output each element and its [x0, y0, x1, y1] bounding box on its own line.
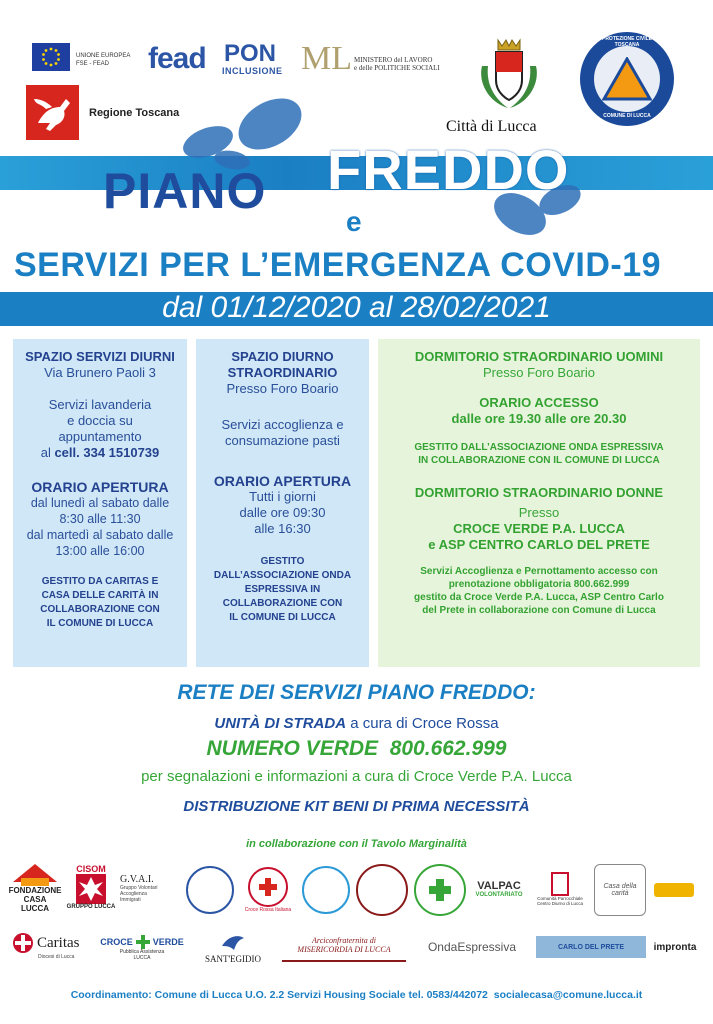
col3-women-title: DORMITORIO STRAORDINARIO DONNE [414, 485, 664, 500]
col2-title: SPAZIO DIURNO STRAORDINARIO [227, 349, 338, 380]
col1-title: SPAZIO SERVIZI DIURNI [25, 349, 175, 364]
casa-carita-logo [594, 864, 646, 916]
cisom-logo [64, 856, 118, 918]
santegidio-logo [196, 926, 270, 970]
col3-women-info: Servizi Accoglienza e Pernottamento accesso con prenotazione obbligatoria 800.662.999 gestito da Croce Verde P.A. Lucca, ASP Centro Carlo del Prete in collaborazione con Comune di Lucca [414, 566, 664, 616]
footer-coordination: Coordinamento: Comune di Lucca U.O. 2.2 Servizi Housing Sociale tel. 0583/442072 socialecasa@comune.lucca.it [70, 989, 643, 1001]
reports-line: per segnalazioni e informazioni a cura di Croce Verde P.A. Lucca [141, 768, 572, 785]
fondazione-label: FONDAZIONE CASA LUCCA [8, 885, 62, 913]
green-number: NUMERO VERDE 800.662.999 [206, 737, 507, 760]
col1-address: Via Brunero Paoli 3 [44, 365, 156, 380]
round-association-logo-2 [302, 866, 350, 914]
carlo-label: CARLO DEL PRETE [558, 943, 624, 951]
house-icon [13, 864, 57, 886]
col2-address: Presso Foro Boario [226, 381, 339, 396]
croce-verde-sub: Pubblica Assistenza LUCCA [119, 949, 165, 961]
valpac-label: VALPAC [477, 880, 521, 892]
street-unit-rest: a cura di Croce Rossa [346, 715, 499, 732]
kit-line: DISTRIBUZIONE KIT BENI DI PRIMA NECESSITÀ [183, 798, 530, 815]
round-association-logo-1 [186, 866, 234, 914]
green-cross-icon [429, 879, 451, 901]
street-unit-bold: UNITÀ DI STRADA [214, 715, 347, 732]
maltese-cross-icon [76, 874, 106, 904]
santegidio-label: SANT'EGIDIO [204, 954, 262, 964]
col3-access-hours: dalle ore 19.30 alle ore 20.30 [451, 411, 627, 426]
col3-men-managed: GESTITO DALL’ASSOCIAZIONE ONDA ESPRESSIVA IN COLLABORAZIONE CON IL COMUNE DI LUCCA [414, 442, 664, 466]
croce-verde-label-2: VERDE [152, 937, 184, 947]
col2-managed: GESTITO DALL’ASSOCIAZIONE ONDA ESPRESSIVA IN COLLABORAZIONE CON IL COMUNE DI LUCCA [213, 556, 352, 623]
pegasus-icon [26, 85, 79, 140]
regione-toscana-label: Regione Toscana [89, 107, 180, 119]
col2-hours-title: ORARIO APERTURA [213, 473, 352, 489]
dove-icon [220, 932, 246, 954]
title-servizi: SERVIZI PER L’EMERGENZA COVID-19 [14, 246, 662, 284]
caritas-logo [12, 928, 92, 964]
collab-line: in collaborazione con il Tavolo Marginalità [246, 838, 467, 850]
onda-espressiva-logo [414, 934, 530, 960]
centro-diurno-label: Comunità Parrocchiale Centro Diurno di Lucca [536, 896, 584, 906]
centro-diurno-logo [530, 864, 590, 914]
col1-cell-prefix: al [40, 445, 55, 460]
green-cross-small-icon [136, 935, 150, 949]
regione-toscana-logo [26, 85, 79, 140]
eu-flag-logo [32, 43, 70, 71]
col1-services: Servizi lavanderia e doccia su appuntamento [48, 397, 152, 444]
col1-hours-title: ORARIO APERTURA [31, 479, 169, 495]
impronta-logo [650, 932, 700, 962]
gvai-logo [120, 862, 182, 914]
coat-of-arms-icon [474, 36, 544, 116]
cisom-label: CISOM [76, 864, 106, 874]
col1-hours-1: dal lunedì al sabato dalle 8:30 alle 11:30 [30, 496, 170, 526]
col1-cell: cell. 334 1510739 [54, 445, 160, 460]
valpac-sub: VOLONTARIATO [475, 892, 523, 898]
gvai-sub: Gruppo Volontari Accoglienza Immigrati [120, 884, 158, 903]
col1-managed: GESTITO DA CARITAS E CASA DELLE CARITÀ IN COLLABORAZIONE CON IL COMUNE DI LUCCA [40, 576, 160, 629]
col3-men-title: DORMITORIO STRAORDINARIO UOMINI [414, 349, 664, 364]
yellow-association-logo [652, 878, 696, 902]
protezione-civile-top-label: PROTEZIONE CIVILE TOSCANA [601, 36, 652, 48]
column-dormitori [378, 339, 700, 667]
croce-verde-label: CROCE [100, 937, 133, 947]
col3-women-place: CROCE VERDE P.A. LUCCA e ASP CENTRO CARLO DEL PRETE [428, 521, 650, 552]
col3-access-title: ORARIO ACCESSO [479, 395, 599, 410]
croce-rossa-logo [240, 862, 296, 918]
col1-cell-line [13, 445, 187, 461]
title-freddo: FREDDO [327, 138, 570, 201]
column-servizi-diurni [13, 339, 187, 667]
triangle-icon [602, 57, 652, 101]
impronta-label: impronta [653, 941, 697, 953]
protezione-civile-bottom-label: COMUNE DI LUCCA [603, 113, 651, 119]
ministry-label: MINISTERO del LAVORO e delle POLITICHE SOCIALI [354, 56, 440, 72]
round-association-logo-3 [356, 864, 408, 916]
valpac-logo [470, 866, 528, 912]
lucca-coat-of-arms [474, 36, 544, 116]
cisom-sub: GRUPPO LUCCA [66, 904, 116, 910]
misericordia-logo [282, 930, 406, 962]
pon-logo-bottom: INCLUSIONE [222, 66, 283, 76]
croce-rossa-label: Croce Rossa Italiana [244, 907, 292, 913]
fondazione-casa-lucca-logo [10, 858, 60, 918]
col2-services: Servizi accoglienza e consumazione pasti [221, 417, 344, 448]
caritas-sub: Diocesi di Lucca [38, 954, 75, 960]
carlo-del-prete-logo [536, 936, 646, 958]
red-cross-icon [259, 878, 277, 896]
casa-carita-label: Casa della carità [603, 883, 637, 897]
ministry-mark: ML [301, 40, 352, 77]
network-title: RETE DEI SERVIZI PIANO FREDDO: [177, 681, 536, 704]
column-diurno-straordinario [196, 339, 369, 667]
street-unit-line [0, 715, 713, 732]
gvai-label: G.V.A.I. [120, 873, 154, 885]
title-piano: PIANO [103, 163, 267, 219]
caritas-label: Caritas [37, 934, 80, 951]
onda-label: OndaEspressiva [427, 940, 517, 954]
col3-women-presso: Presso [518, 505, 560, 520]
col3-men-address: Presso Foro Boario [483, 365, 595, 380]
croce-verde-ponte-logo [414, 864, 466, 916]
croce-verde-lucca-logo [100, 928, 184, 968]
col2-hours: Tutti i giorni dalle ore 09:30 alle 16:30 [239, 489, 326, 536]
eu-label: UNIONE EUROPEA FSE - FEAD [76, 53, 131, 67]
citta-di-lucca-label: Città di Lucca [446, 118, 537, 135]
pon-logo-top: PON [224, 40, 277, 67]
fead-logo: fead [148, 42, 206, 75]
title-e: e [346, 206, 362, 237]
caritas-cross-icon [12, 932, 34, 954]
eu-stars-icon [36, 46, 66, 68]
title-dates: dal 01/12/2020 al 28/02/2021 [162, 291, 551, 324]
misericordia-label: Arciconfraternita di MISERICORDIA DI LUCCA [297, 936, 391, 954]
col1-hours-2: dal martedì al sabato dalle 13:00 alle 16:00 [26, 528, 174, 558]
